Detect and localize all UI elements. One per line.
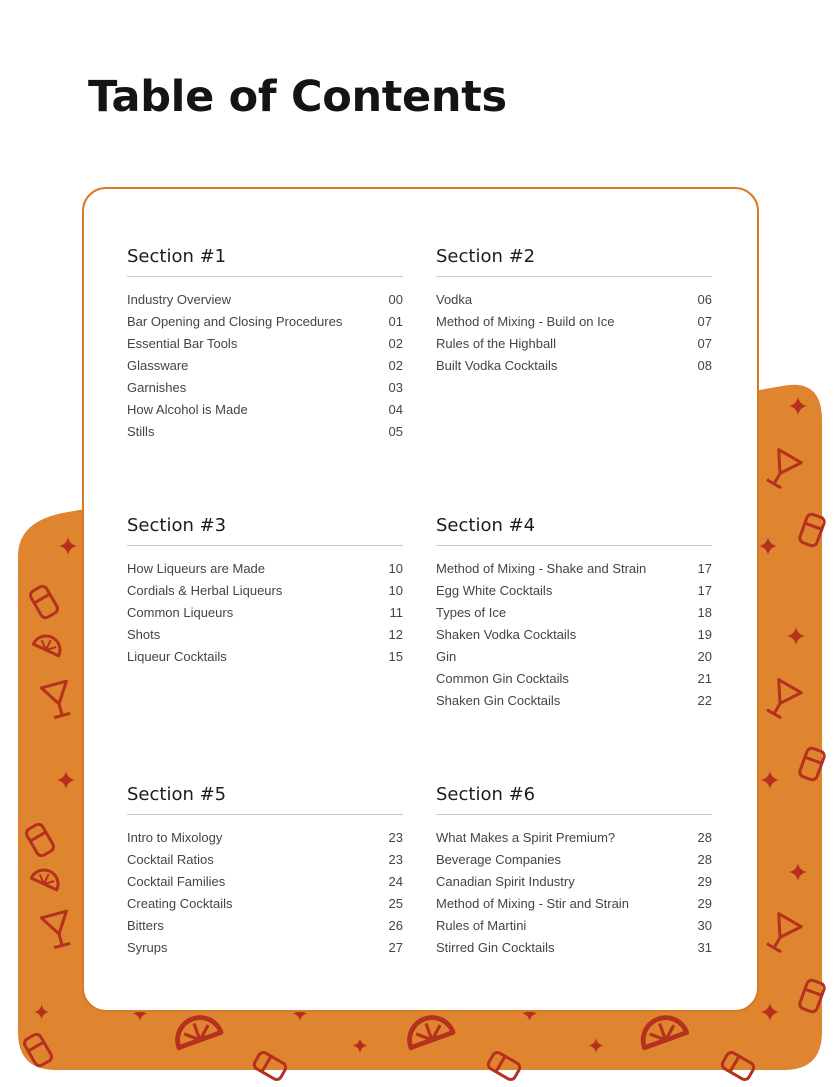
toc-entry xyxy=(436,580,712,602)
entry-label: Method of Mixing - Stir and Strain xyxy=(436,896,629,911)
entry-label: Creating Cocktails xyxy=(127,896,233,911)
entry-page: 20 xyxy=(697,649,712,664)
entry-page: 29 xyxy=(697,896,712,911)
entry-page: 22 xyxy=(697,693,712,708)
entry-page: 10 xyxy=(388,583,403,598)
section-heading: Section #6 xyxy=(436,783,712,815)
entry-page: 23 xyxy=(388,852,403,867)
entry-page: 23 xyxy=(388,830,403,845)
entry-page: 27 xyxy=(388,940,403,955)
entry-label: Common Gin Cocktails xyxy=(436,671,569,686)
entry-label: Built Vodka Cocktails xyxy=(436,358,558,373)
toc-entry xyxy=(127,421,403,443)
entry-label: Garnishes xyxy=(127,380,187,395)
entry-label: Intro to Mixology xyxy=(127,830,223,845)
entry-label: Egg White Cocktails xyxy=(436,583,553,598)
entry-page: 19 xyxy=(697,627,712,642)
toc-entry xyxy=(127,580,403,602)
entry-label: How Liqueurs are Made xyxy=(127,561,266,576)
entry-page: 06 xyxy=(697,292,712,307)
entry-page: 24 xyxy=(388,874,403,889)
toc-entry xyxy=(127,871,403,893)
entry-page: 02 xyxy=(388,336,403,351)
entry-label: Shaken Gin Cocktails xyxy=(436,693,561,708)
toc-entry xyxy=(436,558,712,580)
toc-entry xyxy=(127,355,403,377)
toc-entry xyxy=(436,668,712,690)
toc-entry xyxy=(436,849,712,871)
entry-page: 30 xyxy=(697,918,712,933)
entry-label: Common Liqueurs xyxy=(127,605,234,620)
entry-label: Bitters xyxy=(127,918,164,933)
toc-section-1 xyxy=(127,245,403,443)
entry-label: Cocktail Ratios xyxy=(127,852,214,867)
entry-label: Canadian Spirit Industry xyxy=(436,874,575,889)
toc-entry xyxy=(436,690,712,712)
toc-card xyxy=(82,187,759,1012)
entry-page: 10 xyxy=(388,561,403,576)
toc-entry xyxy=(127,849,403,871)
toc-section-4 xyxy=(436,514,712,712)
toc-entry xyxy=(127,377,403,399)
toc-entry xyxy=(127,624,403,646)
entry-label: Shaken Vodka Cocktails xyxy=(436,627,577,642)
entry-label: Liqueur Cocktails xyxy=(127,649,227,664)
entry-page: 15 xyxy=(388,649,403,664)
section-heading: Section #5 xyxy=(127,783,403,815)
toc-entry xyxy=(436,937,712,959)
entry-label: Stills xyxy=(127,424,155,439)
entry-label: How Alcohol is Made xyxy=(127,402,248,417)
toc-entry xyxy=(436,646,712,668)
entry-label: Cocktail Families xyxy=(127,874,226,889)
entry-page: 00 xyxy=(388,292,403,307)
toc-entry xyxy=(436,289,712,311)
entry-page: 28 xyxy=(697,830,712,845)
entry-label: Glassware xyxy=(127,358,189,373)
entry-page: 21 xyxy=(697,671,712,686)
entry-label: Method of Mixing - Shake and Strain xyxy=(436,561,647,576)
toc-entry xyxy=(127,602,403,624)
entry-page: 02 xyxy=(388,358,403,373)
section-heading: Section #1 xyxy=(127,245,403,277)
toc-entry xyxy=(436,333,712,355)
toc-entry xyxy=(436,311,712,333)
entry-label: Types of Ice xyxy=(436,605,507,620)
section-heading: Section #3 xyxy=(127,514,403,546)
toc-entry xyxy=(436,624,712,646)
toc-section-3 xyxy=(127,514,403,668)
entry-page: 04 xyxy=(388,402,403,417)
entry-page: 17 xyxy=(697,561,712,576)
entry-page: 29 xyxy=(697,874,712,889)
toc-section-2 xyxy=(436,245,712,377)
toc-entry xyxy=(127,311,403,333)
toc-entry xyxy=(436,355,712,377)
toc-section-6 xyxy=(436,783,712,959)
toc-entry xyxy=(436,602,712,624)
entry-page: 12 xyxy=(388,627,403,642)
toc-entry xyxy=(127,827,403,849)
toc-entry xyxy=(127,399,403,421)
entry-label: Vodka xyxy=(436,292,473,307)
section-heading: Section #4 xyxy=(436,514,712,546)
toc-entry xyxy=(127,937,403,959)
toc-entry xyxy=(127,915,403,937)
entry-label: Shots xyxy=(127,627,161,642)
toc-entry xyxy=(127,646,403,668)
entry-label: Beverage Companies xyxy=(436,852,562,867)
entry-page: 28 xyxy=(697,852,712,867)
entry-label: Industry Overview xyxy=(127,292,232,307)
entry-label: Gin xyxy=(436,649,457,664)
entry-label: Rules of the Highball xyxy=(436,336,556,351)
toc-entry xyxy=(436,893,712,915)
page-title: Table of Contents xyxy=(88,72,507,122)
entry-label: Bar Opening and Closing Procedures xyxy=(127,314,343,329)
entry-page: 26 xyxy=(388,918,403,933)
toc-entry xyxy=(436,871,712,893)
toc-entry xyxy=(436,827,712,849)
entry-page: 11 xyxy=(389,605,403,620)
entry-label: Essential Bar Tools xyxy=(127,336,238,351)
toc-entry xyxy=(127,333,403,355)
entry-label: Syrups xyxy=(127,940,168,955)
entry-page: 18 xyxy=(697,605,712,620)
entry-page: 08 xyxy=(697,358,712,373)
toc-entry xyxy=(127,289,403,311)
entry-label: Rules of Martini xyxy=(436,918,527,933)
entry-label: What Makes a Spirit Premium? xyxy=(436,830,616,845)
entry-label: Method of Mixing - Build on Ice xyxy=(436,314,615,329)
entry-page: 01 xyxy=(388,314,403,329)
entry-page: 03 xyxy=(388,380,403,395)
entry-page: 31 xyxy=(697,940,712,955)
toc-section-5 xyxy=(127,783,403,959)
toc-entry xyxy=(127,558,403,580)
section-heading: Section #2 xyxy=(436,245,712,277)
toc-entry xyxy=(127,893,403,915)
entry-label: Stirred Gin Cocktails xyxy=(436,940,555,955)
entry-page: 17 xyxy=(697,583,712,598)
entry-page: 07 xyxy=(697,336,712,351)
entry-page: 07 xyxy=(697,314,712,329)
entry-label: Cordials & Herbal Liqueurs xyxy=(127,583,283,598)
entry-page: 05 xyxy=(388,424,403,439)
entry-page: 25 xyxy=(388,896,403,911)
toc-entry xyxy=(436,915,712,937)
